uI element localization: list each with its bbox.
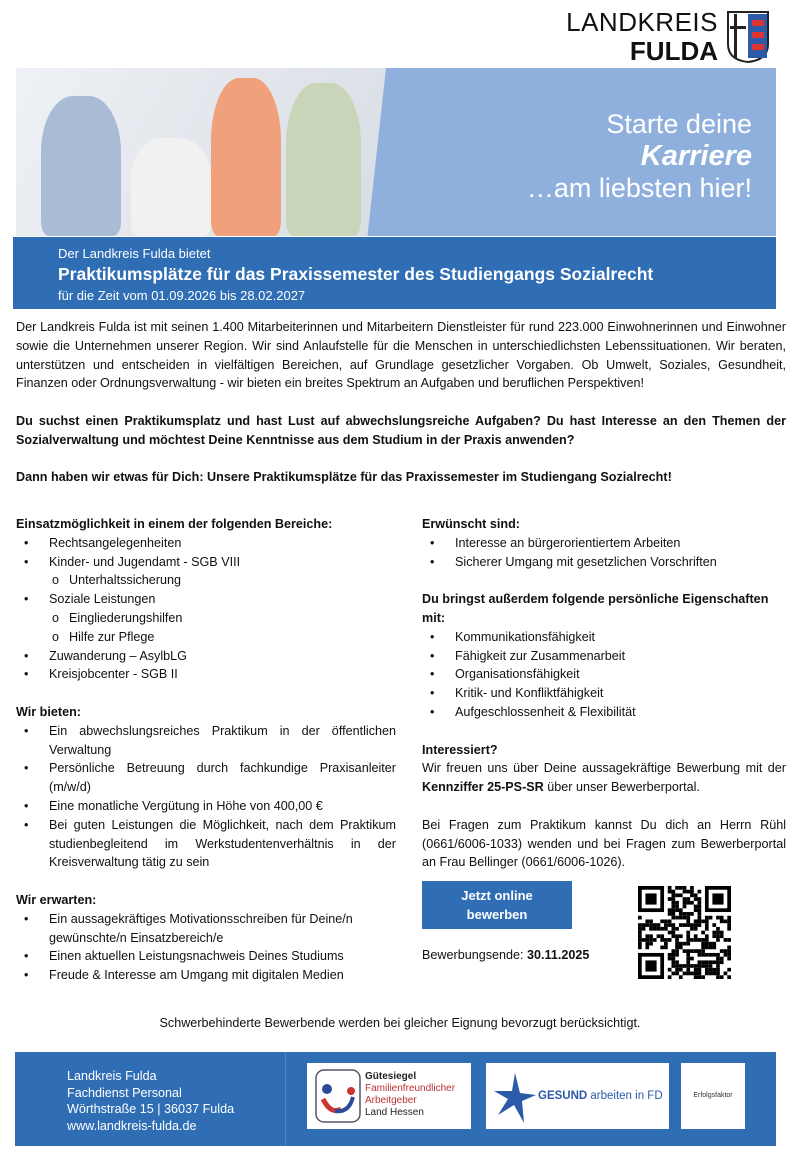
logo-line1: LANDKREIS [566, 7, 718, 37]
website-link[interactable]: www.landkreis-fulda.de [67, 1118, 197, 1133]
expect-list [16, 910, 396, 985]
list-item: • Rechtsangelegenheiten [16, 534, 396, 553]
intro [16, 318, 786, 487]
list-item: • Ein abwechslungsreiches Praktikum in der öffentlichen Verwaltung [16, 722, 396, 760]
list-item: • Zuwanderung – AsylbLG [16, 647, 396, 666]
offer-heading: Wir bieten: [16, 704, 81, 719]
badge2-bold: GESUND [538, 1090, 588, 1102]
title-band [13, 237, 776, 309]
badge3-line2: im [707, 1078, 719, 1089]
slogan-line3: …am liebsten hier! [526, 173, 752, 203]
list-item: o Hilfe zur Pflege [16, 628, 396, 647]
intro-question: Du suchst einen Praktikumsplatz und hast Lust auf abwechslungsreiche Aufgaben? Du hast Interesse an den Themen der Sozialverwaltung und möchtest Deine Kenntnisse aus dem Studium in der Praxis anwenden? [16, 413, 786, 447]
areas-heading: Einsatzmöglichkeit in einem der folgenden Bereiche: [16, 517, 333, 531]
intro-offer: Dann haben wir etwas für Dich: Unsere Praktikumsplätze für das Praxissemester im Studiengang Sozialrecht! [16, 470, 672, 485]
list-item: • Fähigkeit zur Zusammenarbeit [422, 647, 786, 666]
family-logo-icon [315, 1069, 361, 1123]
interest-text-after: über unser Bewerberportal. [543, 780, 700, 795]
family-friendly-badge [307, 1063, 471, 1129]
list-item: • Organisationsfähigkeit [422, 665, 786, 684]
team-photo [16, 68, 386, 236]
period: für die Zeit vom 01.09.2026 bis 28.02.2027 [58, 288, 306, 303]
desired-heading: Erwünscht sind: [422, 517, 520, 531]
traits-heading: Du bringst außerdem folgende persönliche Eigenschaften mit: [422, 592, 769, 625]
application-deadline [422, 948, 589, 962]
apply-online-button[interactable] [422, 881, 572, 929]
interest-heading: Interessiert? [422, 742, 498, 757]
list-item: • Kritik- und Konfliktfähigkeit [422, 684, 786, 703]
list-item: o Eingliederungshilfen [16, 609, 396, 628]
address-dept: Fachdienst Personal [67, 1085, 182, 1100]
slogan [527, 108, 752, 204]
deadline-date: 30.11.2025 [527, 948, 590, 962]
footer [15, 1052, 776, 1146]
list-item: o Unterhaltssicherung [16, 571, 396, 590]
erfolgsfaktor-familie-badge [681, 1063, 745, 1129]
offer-list [16, 722, 396, 872]
star-figure-icon [492, 1069, 538, 1125]
badge1-line4: Land Hessen [365, 1107, 424, 1118]
badge2-rest: arbeiten in FD [587, 1090, 663, 1102]
hero-banner [16, 68, 776, 236]
list-item: • Eine monatliche Vergütung in Höhe von 400,00 € [16, 797, 396, 816]
list-item: • Ein aussagekräftiges Motivationsschreiben für Deine/n gewünschte/n Einsatzbereich/e [16, 910, 396, 948]
traits-list [422, 628, 786, 722]
badge3-line3: Erfolgsfaktor [693, 1092, 733, 1099]
expect-heading: Wir erwarten: [16, 892, 97, 907]
areas-list [16, 534, 396, 684]
left-column [16, 515, 396, 985]
gesund-arbeiten-badge [486, 1063, 669, 1129]
list-item: • Soziale Leistungen [16, 590, 396, 609]
list-item: • Sicherer Umgang mit gesetzlichen Vorschriften [422, 553, 786, 572]
address-org: Landkreis Fulda [67, 1069, 157, 1083]
badge1-line3: Arbeitgeber [365, 1095, 417, 1106]
interest-text-before: Wir freuen uns über Deine aussagekräftige Bewerbung mit der [422, 761, 786, 776]
subtitle: Der Landkreis Fulda bietet [58, 246, 211, 261]
list-item: • Aufgeschlossenheit & Flexibilität [422, 703, 786, 722]
badge1-line2: Familienfreundlicher [365, 1083, 456, 1094]
deadline-label: Bewerbungsende: [422, 948, 528, 962]
apply-label-line2: bewerben [466, 907, 528, 922]
slogan-line2: Karriere [640, 140, 752, 172]
landkreis-fulda-logo [566, 8, 770, 66]
badge3-line4: Familie [695, 1102, 731, 1113]
list-item: • Kinder- und Jugendamt - SGB VIII [16, 553, 396, 572]
badge1-line1: Gütesiegel [365, 1071, 417, 1082]
logo-line2: FULDA [629, 36, 718, 66]
disability-note: Schwerbehinderte Bewerbende werden bei gleicher Eignung bevorzugt berücksichtigt. [159, 1016, 641, 1030]
list-item: • Interesse an bürgerorientiertem Arbeiten [422, 534, 786, 553]
reference-code: Kennziffer 25-PS-SR [422, 780, 544, 795]
badge3-line1: Mitglied [695, 1066, 731, 1077]
list-item: • Kreisjobcenter - SGB II [16, 665, 396, 684]
apply-label-line1: Jetzt online [461, 888, 533, 903]
address [67, 1068, 234, 1134]
list-item: • Kommunikationsfähigkeit [422, 628, 786, 647]
contact-text: Bei Fragen zum Praktikum kannst Du dich an Herrn Rühl (0661/6006-1033) wenden und bei Fragen zum Bewerberportal an Frau Bellinger (0661/6006-1026). [422, 817, 786, 870]
page-title: Praktikumsplätze für das Praxissemester des Studiengangs Sozialrecht [58, 264, 654, 284]
interest-text [422, 759, 786, 797]
intro-paragraph: Der Landkreis Fulda ist mit seinen 1.400 Mitarbeiterinnen und Mitarbeitern Dienstleister für rund 223.000 Einwohnerinnen und Einwohner sowie die Unternehmen unserer Region. Wir sind Anlaufstelle für die Menschen in unterschiedlichsten Lebenssituationen. Wir beraten, unterstützen und entscheiden in vielfältigen Bereichen, auf Grundlage gesetzlicher Vorgaben. Ob Umwelt, Soziales, Gesundheit, Finanzen oder Ordnungsverwaltung - wir bieten ein breites Spektrum an Aufgaben und beruflichen Perspektiven! [16, 320, 786, 391]
list-item: • Freude & Interesse am Umgang mit digitalen Medien [16, 966, 396, 985]
list-item: • Bei guten Leistungen die Möglichkeit, nach dem Praktikum studienbegleitend im Werkstudentenverhältnis in der Kreisverwaltung tätig zu sein [16, 816, 396, 872]
slogan-line1: Starte deine [606, 109, 752, 139]
coat-of-arms-icon [726, 10, 770, 64]
qr-code-icon[interactable] [638, 886, 731, 979]
address-street: Wörthstraße 15 | 36037 Fulda [67, 1102, 235, 1116]
list-item: • Persönliche Betreuung durch fachkundige Praxisanleiter (m/w/d) [16, 759, 396, 797]
desired-list [422, 534, 786, 572]
right-column [422, 515, 786, 872]
list-item: • Einen aktuellen Leistungsnachweis Deines Studiums [16, 947, 396, 966]
